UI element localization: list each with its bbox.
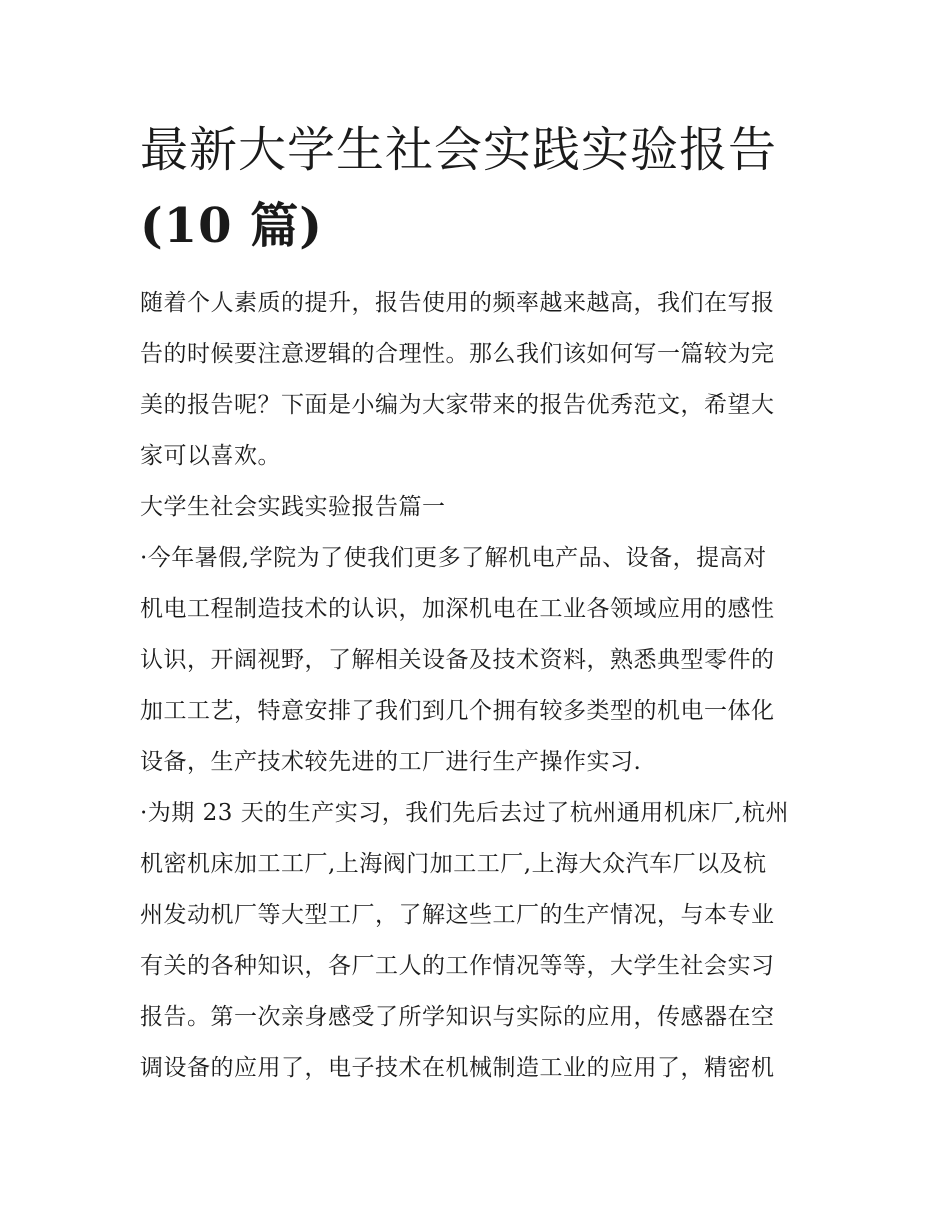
body-line: 州发动机厂等大型工厂，了解这些工厂的生产情况，与本专业: [140, 902, 775, 928]
body-line: ·为期 23 天的生产实习，我们先后去过了杭州通用机床厂,杭州: [140, 800, 790, 826]
section-heading-text: 大学生社会实践实验报告篇一: [140, 494, 446, 520]
document-title: [140, 112, 812, 264]
title-line-1: 最新大学生社会实践实验报告: [140, 122, 778, 178]
intro-paragraph: [140, 278, 812, 482]
intro-line: 美的报告呢？下面是小编为大家带来的报告优秀范文，希望大: [140, 392, 775, 418]
body-line: 设备，生产技术较先进的工厂进行生产操作实习.: [140, 749, 642, 775]
title-line-2: (10 篇): [140, 198, 323, 254]
body-paragraph-1: [140, 533, 812, 788]
body-line: 报告。第一次亲身感受了所学知识与实际的应用，传感器在空: [140, 1004, 775, 1030]
intro-line: 告的时候要注意逻辑的合理性。那么我们该如何写一篇较为完: [140, 341, 775, 367]
body-line: ·今年暑假,学院为了使我们更多了解机电产品、设备，提高对: [140, 545, 767, 571]
body-line: 有关的各种知识，各厂工人的工作情况等等，大学生社会实习: [140, 953, 775, 979]
body-line: 加工工艺，特意安排了我们到几个拥有较多类型的机电一体化: [140, 698, 775, 724]
body-paragraph-2: [140, 788, 812, 1094]
body-line: 机密机床加工工厂,上海阀门加工工厂,上海大众汽车厂以及杭: [140, 851, 767, 877]
section-heading: [140, 482, 812, 533]
body-line: 认识，开阔视野，了解相关设备及技术资料，熟悉典型零件的: [140, 647, 775, 673]
document-page: [140, 112, 812, 1094]
body-line: 调设备的应用了，电子技术在机械制造工业的应用了，精密机: [140, 1055, 775, 1081]
body-line: 机电工程制造技术的认识，加深机电在工业各领域应用的感性: [140, 596, 775, 622]
intro-line: 家可以喜欢。: [140, 443, 281, 469]
intro-line: 随着个人素质的提升，报告使用的频率越来越高，我们在写报: [140, 290, 775, 316]
